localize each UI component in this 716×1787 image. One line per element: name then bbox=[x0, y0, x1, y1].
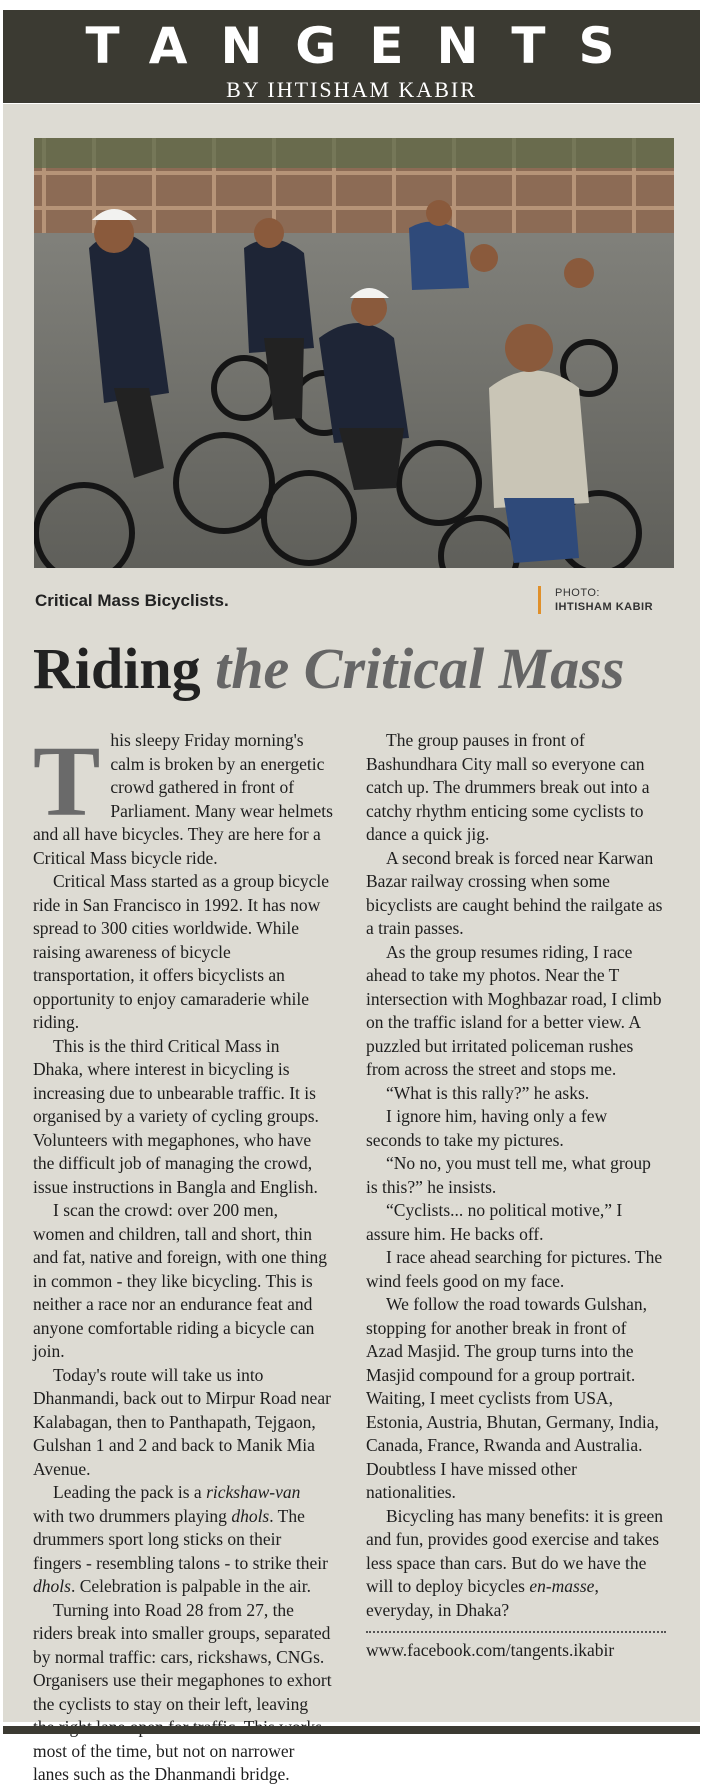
article-paragraph: This is the third Critical Mass in Dhaka, where interest in bicycling is increasing due to unbearable traffic. It is organised by a variety of cycling groups. Volunteers with megaphones, who have the difficult job of managing the crowd, issue instructions in Bangla and English. bbox=[33, 1035, 319, 1197]
article-panel bbox=[3, 104, 700, 1784]
article-paragraph: “No no, you must tell me, what group is this?” he insists. bbox=[366, 1153, 651, 1197]
footer-link[interactable]: www.facebook.com/tangents.ikabir bbox=[366, 1640, 615, 1660]
article-paragraph: Critical Mass started as a group bicycle ride in San Francisco in 1992. It has now spread to 300 cities worldwide. While raising awareness of bicycle transportation, it offers bicyclists an opportunity to enjoy camaraderie while riding. bbox=[33, 871, 330, 1032]
article-paragraph: “What is this rally?” he asks. bbox=[386, 1082, 590, 1103]
article-headline bbox=[33, 634, 624, 704]
article-paragraph: Today's route will take us into Dhanmandi, back out to Mirpur Road near Kalabagan, then to Panthapath, Tejgaon, Gulshan 1 and 2 and back to Manik Mia Avenue. bbox=[33, 1364, 331, 1479]
headline-accent: the Critical Mass bbox=[215, 636, 625, 701]
article-paragraph: I race ahead searching for pictures. The wind feels good on my face. bbox=[366, 1247, 663, 1291]
article-paragraph: As the group resumes riding, I race ahead to take my photos. Near the T intersection with Moghbazar road, I climb on the traffic island for a better view. A puzzled but irritated policeman rushes from across the street and stops me. bbox=[366, 941, 662, 1079]
photo-illustration bbox=[34, 138, 674, 568]
drop-cap: T bbox=[33, 725, 101, 837]
article-paragraph: I scan the crowd: over 200 men, women and children, tall and short, thin and fat, native and foreign, with one thing in common - they like bicycling. This is neither a race nor an endurance feat and anyone comfortable riding a bicycle can join. bbox=[33, 1200, 328, 1361]
column-title: TANGENTS bbox=[85, 17, 648, 75]
article-paragraph: The group pauses in front of Bashundhara City mall so everyone can catch up. The drummers break out into a catchy rhythm enticing some cyclists to dance a quick jig. bbox=[366, 730, 650, 844]
photo-credit-label: PHOTO: bbox=[555, 587, 600, 599]
article-column-right bbox=[366, 729, 666, 1663]
photo-credit bbox=[538, 586, 653, 614]
article-paragraph: Leading the pack is a rickshaw-van with two drummers playing dhols. The drummers sport long sticks on their fingers - resembling talons - to strike their dhols. Celebration is palpable in the air. bbox=[33, 1482, 328, 1596]
article-paragraph: This sleepy Friday morning's calm is broken by an energetic crowd gathered in front of Parliament. Many wear helmets and all have bicycles. They are here for a Critical Mass bicycle ride. bbox=[33, 725, 333, 868]
dotted-divider bbox=[366, 1631, 666, 1633]
footer-bar bbox=[3, 1726, 700, 1734]
photo-credit-name: IHTISHAM KABIR bbox=[555, 601, 654, 613]
headline-main: Riding bbox=[33, 636, 201, 701]
article-paragraph: Bicycling has many benefits: it is green and fun, provides good exercise and takes less space than cars. But do we have the will to deploy bicycles en-masse, everyday, in Dhaka? bbox=[366, 1505, 664, 1620]
column-byline: BY IHTISHAM KABIR bbox=[226, 77, 477, 102]
article-paragraph: “Cyclists... no political motive,” I assure him. He backs off. bbox=[366, 1200, 623, 1244]
article-paragraph: We follow the road towards Gulshan, stopping for another break in front of Azad Masjid. The group turns into the Masjid compound for a group portrait. Waiting, I meet cyclists from USA, Estonia, Austria, Bhutan, Germany, India, Canada, France, Rwanda and Australia. Doubtless I have missed other nationalities. bbox=[366, 1294, 659, 1502]
photo-caption: Critical Mass Bicyclists. bbox=[35, 591, 229, 610]
article-paragraph: A second break is forced near Karwan Bazar railway crossing when some bicyclists are caught behind the railgate as a train passes. bbox=[366, 847, 663, 938]
article-paragraph: Turning into Road 28 from 27, the riders break into smaller groups, separated by normal traffic: cars, rickshaws, CNGs. Organisers use their megaphones to exhort the cyclists to stay on their left, leaving most of the time, but not on narrower lanes such as the Dhanmandi bridge. bbox=[33, 1599, 332, 1784]
article-paragraph: I ignore him, having only a few seconds to take my pictures. bbox=[366, 1106, 608, 1150]
masthead bbox=[3, 10, 700, 103]
article-column-left bbox=[33, 725, 333, 1787]
bicyclists-photo bbox=[34, 138, 674, 568]
